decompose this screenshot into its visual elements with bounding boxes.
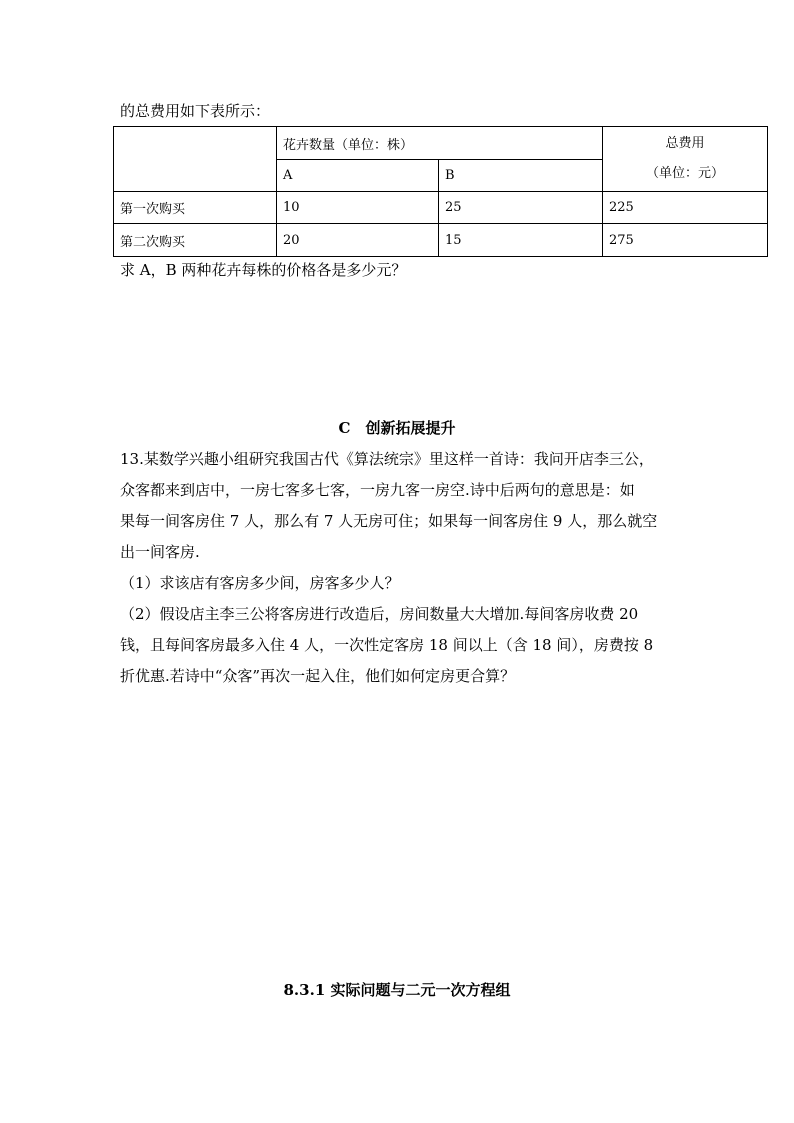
header-total bbox=[603, 127, 768, 192]
table-row bbox=[114, 224, 768, 257]
problem-13-sub1: （1）求该店有客房多少间，房客多少人？ bbox=[120, 574, 400, 592]
cell-total: 225 bbox=[603, 192, 768, 224]
question-12: 求 A，B 两种花卉每株的价格各是多少元？ bbox=[120, 261, 407, 279]
row-label: 第一次购买 bbox=[114, 192, 277, 224]
flower-cost-table bbox=[113, 126, 768, 257]
problem-13-sub2-line-1: （2）假设店主李三公将客房进行改造后，房间数量大大增加.每间客房收费 20 bbox=[120, 605, 639, 623]
header-quantity: 花卉数量（单位：株） bbox=[277, 127, 603, 160]
table-corner-cell bbox=[114, 127, 277, 192]
header-a: A bbox=[277, 160, 439, 192]
header-total-line1: 总费用 bbox=[665, 136, 705, 151]
next-section-title: 8.3.1 实际问题与二元一次方程组 bbox=[283, 981, 511, 999]
problem-13-line-1: 13.某数学兴趣小组研究我国古代《算法统宗》里这样一首诗：我问开店李三公， bbox=[120, 450, 654, 468]
row-label: 第二次购买 bbox=[114, 224, 277, 257]
cell-total: 275 bbox=[603, 224, 768, 257]
cell-a: 10 bbox=[277, 192, 439, 224]
table-row bbox=[114, 192, 768, 224]
section-c-title: C 创新拓展提升 bbox=[338, 419, 456, 437]
problem-13-sub2-line-3: 折优惠.若诗中“众客”再次一起入住，他们如何定房更合算？ bbox=[120, 667, 516, 685]
cell-b: 25 bbox=[439, 192, 603, 224]
cell-a: 20 bbox=[277, 224, 439, 257]
intro-line: 的总费用如下表所示： bbox=[120, 102, 271, 120]
cell-b: 15 bbox=[439, 224, 603, 257]
header-b: B bbox=[439, 160, 603, 192]
header-total-line2: （单位：元） bbox=[646, 166, 725, 181]
problem-13-sub2-line-2: 钱，且每间客房最多入住 4 人，一次性定客房 18 间以上（含 18 间），房费按 8 bbox=[120, 636, 654, 654]
problem-13-line-4: 出一间客房. bbox=[120, 543, 200, 561]
problem-13-line-2: 众客都来到店中，一房七客多七客，一房九客一房空.诗中后两句的意思是：如 bbox=[120, 481, 635, 499]
problem-13-line-3: 果每一间客房住 7 人，那么有 7 人无房可住；如果每一间客房住 9 人，那么就空 bbox=[120, 512, 658, 530]
